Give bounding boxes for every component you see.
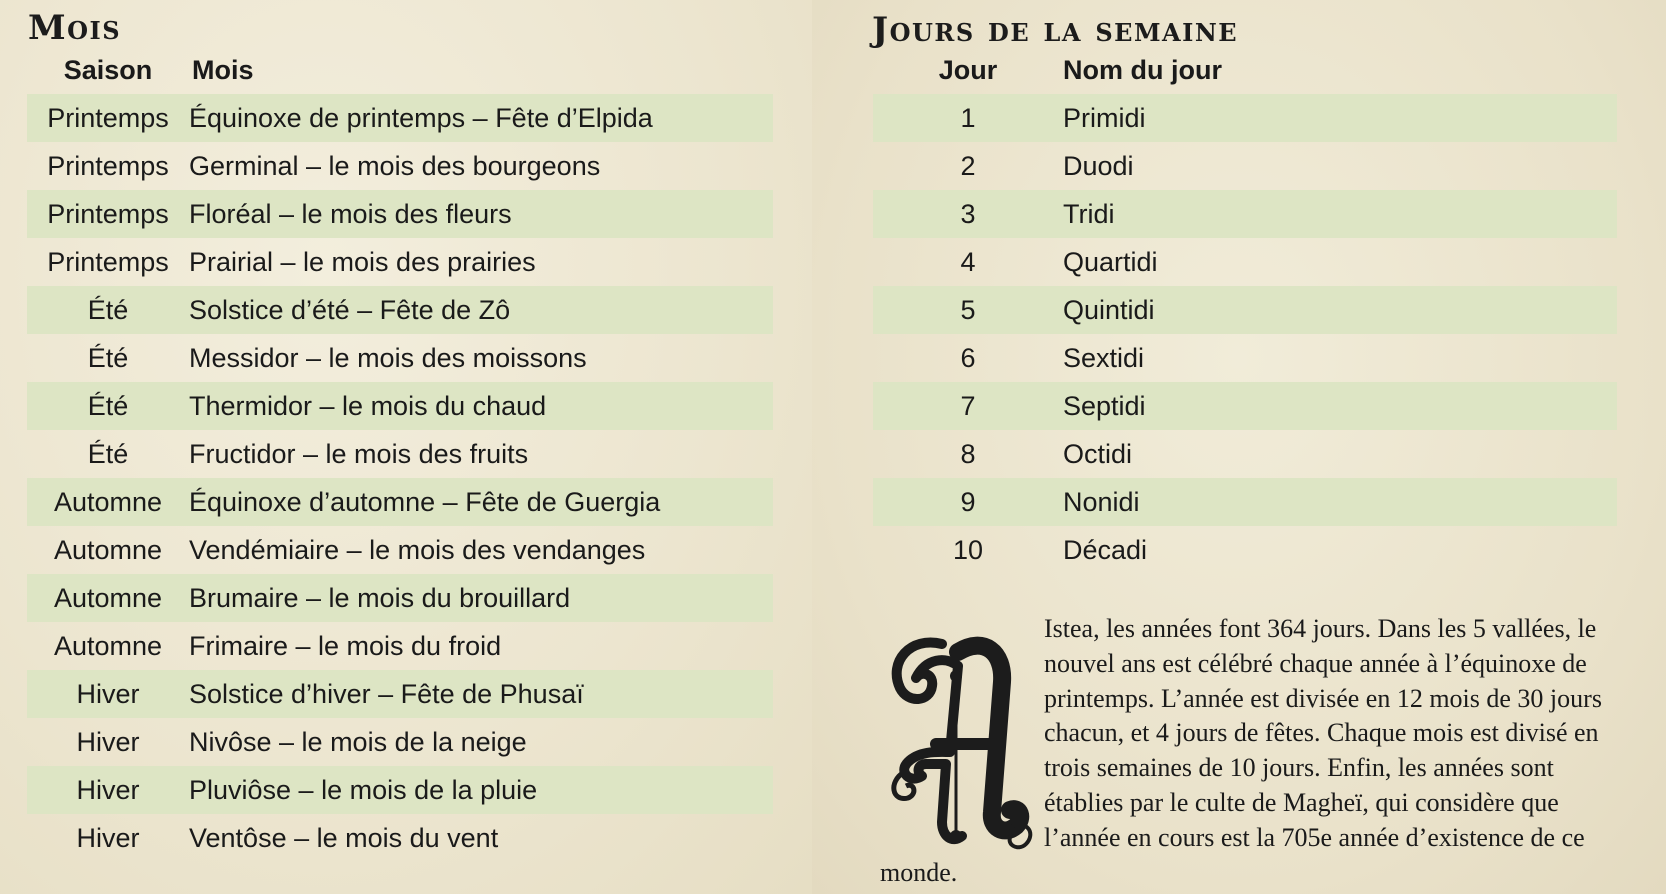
mois-row [27,718,773,766]
jour-name-cell: Nonidi [1063,478,1617,526]
mois-row [27,94,773,142]
mois-row [27,670,773,718]
mois-row [27,334,773,382]
mois-cell: Nivôse – le mois de la neige [189,727,527,757]
saison-cell: Automne [53,535,163,565]
saison-cell: Hiver [76,823,140,853]
jours-title: Jours de la semaine [872,10,1239,50]
jour-row [873,190,1617,238]
jour-row [873,286,1617,334]
mois-table [27,94,773,862]
jour-number-cell: 4 [960,247,976,277]
saison-cell: Automne [53,631,163,661]
jour-number-cell: 9 [873,478,1063,526]
jour-name-cell: Septidi [1063,382,1617,430]
mois-row [27,478,773,526]
saison-cell: Printemps [27,190,189,238]
jour-row [873,238,1617,286]
jour-name-cell: Décadi [1063,535,1148,565]
jour-number-cell: 6 [960,343,976,373]
mois-row [27,142,773,190]
mois-row [27,238,773,286]
saison-cell: Hiver [76,727,140,757]
jour-number-cell: 3 [873,190,1063,238]
mois-row [27,766,773,814]
mois-cell: Vendémiaire – le mois des vendanges [189,535,646,565]
saison-cell: Été [27,382,189,430]
saison-cell: Été [87,343,129,373]
jour-name-cell: Duodi [1063,151,1134,181]
jour-name-cell: Quartidi [1063,247,1158,277]
jour-name-cell: Primidi [1063,94,1617,142]
mois-row [27,526,773,574]
mois-row [27,622,773,670]
mois-cell: Prairial – le mois des prairies [189,247,536,277]
mois-header: Mois [192,55,254,85]
mois-row [27,190,773,238]
saison-cell: Hiver [27,766,189,814]
jour-row [873,526,1617,574]
jour-row [873,382,1617,430]
jours-table [873,94,1617,574]
mois-row [27,382,773,430]
mois-cell: Frimaire – le mois du froid [189,631,502,661]
jour-row [873,478,1617,526]
saison-cell: Printemps [47,247,169,277]
jour-number-cell: 8 [960,439,976,469]
jour-number-cell: 2 [960,151,976,181]
mois-cell: Ventôse – le mois du vent [189,823,499,853]
mois-row [27,814,773,862]
jour-number-cell: 10 [952,535,984,565]
jour-row [873,94,1617,142]
jour-number-cell: 7 [873,382,1063,430]
jour-header: Jour [938,55,998,85]
saison-cell: Été [87,439,129,469]
saison-cell: Automne [27,478,189,526]
jour-name-cell: Tridi [1063,190,1617,238]
jour-number-cell: 5 [873,286,1063,334]
mois-cell: Équinoxe de printemps – Fête d’Elpida [189,94,773,142]
jour-number-cell: 1 [873,94,1063,142]
saison-header: Saison [63,55,153,85]
saison-cell: Automne [27,574,189,622]
mois-cell: Solstice d’été – Fête de Zô [189,286,773,334]
mois-cell: Brumaire – le mois du brouillard [189,574,773,622]
jour-name-cell: Octidi [1063,439,1133,469]
mois-row [27,430,773,478]
jour-name-cell: Sextidi [1063,343,1145,373]
jour-row [873,334,1617,382]
illuminated-letter-a-icon [880,622,1038,850]
jour-row [873,430,1617,478]
mois-cell: Messidor – le mois des moissons [189,343,587,373]
mois-cell: Solstice d’hiver – Fête de Phusaï [189,670,773,718]
jour-name-cell: Quintidi [1063,286,1617,334]
mois-cell: Thermidor – le mois du chaud [189,382,773,430]
mois-cell: Pluviôse – le mois de la pluie [189,766,773,814]
saison-cell: Été [27,286,189,334]
mois-cell: Floréal – le mois des fleurs [189,190,773,238]
nom-du-jour-header: Nom du jour [1063,55,1222,85]
mois-cell: Fructidor – le mois des fruits [189,439,529,469]
lore-text: Istea, les années font 364 jours. Dans les 5 vallées, le nouvel ans est célébré chaque année à l’équinoxe de printemps. L’année est divisée en 12 mois de 30 jours chacun, et 4 jours de fêtes. Chaque mois est divisé en trois semaines de 10 jours. Enfin, les années sont établies par le culte de Magheï, qui considère que l’année en cours est la 705e année d’existence de ce monde. [880,614,1602,887]
mois-cell: Germinal – le mois des bourgeons [189,151,601,181]
mois-row [27,574,773,622]
mois-cell: Équinoxe d’automne – Fête de Guergia [189,478,773,526]
jour-row [873,142,1617,190]
lore-paragraph [880,612,1625,890]
saison-cell: Hiver [27,670,189,718]
saison-cell: Printemps [27,94,189,142]
saison-cell: Printemps [47,151,169,181]
mois-title: Mois [28,8,122,48]
mois-row [27,286,773,334]
